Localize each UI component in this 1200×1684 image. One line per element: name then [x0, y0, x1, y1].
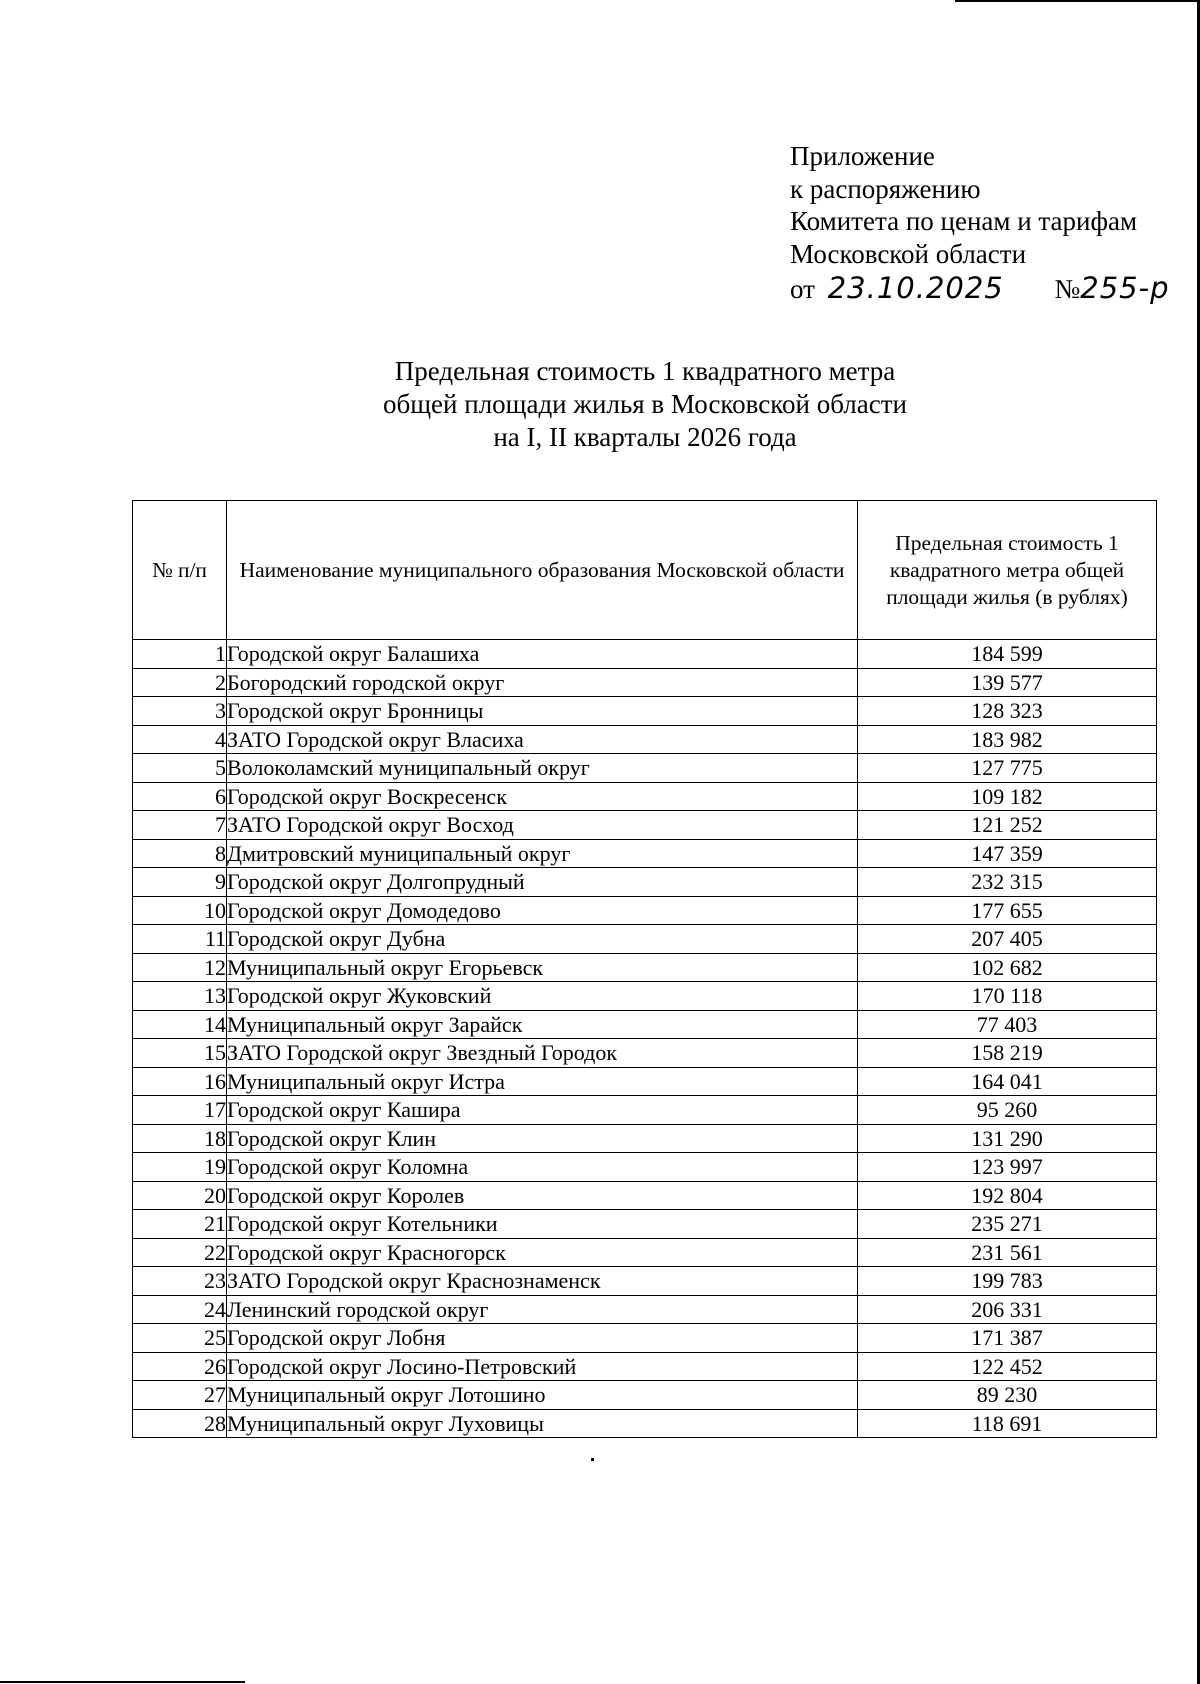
row-price: 102 682 [858, 953, 1157, 982]
appendix-line-3: Комитета по ценам и тарифам [790, 206, 1138, 236]
table-row [133, 1010, 1157, 1039]
row-municipality: Городской округ Кашира [227, 1096, 858, 1125]
document-title [0, 355, 1200, 454]
row-price: 235 271 [858, 1210, 1157, 1239]
table-row [133, 725, 1157, 754]
appendix-date-line [790, 272, 1170, 306]
row-number: 11 [133, 925, 227, 954]
row-number: 16 [133, 1067, 227, 1096]
row-price: 89 230 [858, 1381, 1157, 1410]
table-row [133, 982, 1157, 1011]
table-row [133, 1181, 1157, 1210]
table-row [133, 1409, 1157, 1438]
row-price: 183 982 [858, 725, 1157, 754]
row-price: 77 403 [858, 1010, 1157, 1039]
row-number: 27 [133, 1381, 227, 1410]
appendix-line-2: к распоряжению [790, 173, 981, 204]
row-number: 7 [133, 811, 227, 840]
table-row [133, 1381, 1157, 1410]
row-municipality: Городской округ Долгопрудный [227, 868, 858, 897]
appendix-block [790, 140, 1170, 306]
row-municipality: ЗАТО Городской округ Восход [227, 811, 858, 840]
table-row [133, 1352, 1157, 1381]
row-price: 232 315 [858, 868, 1157, 897]
table-header-row [133, 501, 1157, 640]
row-number: 2 [133, 668, 227, 697]
row-price: 231 561 [858, 1238, 1157, 1267]
row-municipality: Городской округ Красногорск [227, 1238, 858, 1267]
table-row [133, 1153, 1157, 1182]
handwritten-number: 255-р [1080, 271, 1170, 305]
row-municipality: ЗАТО Городской округ Краснознаменск [227, 1267, 858, 1296]
row-municipality: Богородский городской округ [227, 668, 858, 697]
row-number: 6 [133, 782, 227, 811]
table-row [133, 1210, 1157, 1239]
appendix-line-4: Московской области [790, 238, 1027, 269]
row-municipality: ЗАТО Городской округ Власиха [227, 725, 858, 754]
title-line-2: общей площади жилья в Московской области [383, 389, 907, 419]
row-number: 18 [133, 1124, 227, 1153]
price-table [132, 500, 1157, 1438]
scan-edge-top [955, 0, 1200, 2]
scan-speck [591, 1458, 594, 1461]
row-number: 13 [133, 982, 227, 1011]
row-municipality: Муниципальный округ Лотошино [227, 1381, 858, 1410]
row-number: 4 [133, 725, 227, 754]
table-row [133, 1124, 1157, 1153]
row-price: 128 323 [858, 697, 1157, 726]
row-price: 118 691 [858, 1409, 1157, 1438]
row-price: 123 997 [858, 1153, 1157, 1182]
row-municipality: Городской округ Котельники [227, 1210, 858, 1239]
row-municipality: Муниципальный округ Луховицы [227, 1409, 858, 1438]
row-price: 158 219 [858, 1039, 1157, 1068]
row-municipality: Дмитровский муниципальный округ [227, 839, 858, 868]
number-prefix: № [1054, 274, 1081, 304]
row-number: 14 [133, 1010, 227, 1039]
scan-edge-bottom [0, 1681, 245, 1683]
row-price: 177 655 [858, 896, 1157, 925]
row-municipality: Городской округ Домодедово [227, 896, 858, 925]
row-number: 21 [133, 1210, 227, 1239]
row-price: 207 405 [858, 925, 1157, 954]
row-number: 19 [133, 1153, 227, 1182]
row-price: 170 118 [858, 982, 1157, 1011]
row-price: 109 182 [858, 782, 1157, 811]
row-municipality: Городской округ Лосино-Петровский [227, 1352, 858, 1381]
row-number: 17 [133, 1096, 227, 1125]
header-name: Наименование муниципального образования Московской области [227, 501, 858, 640]
table-row [133, 640, 1157, 669]
row-municipality: Ленинский городской округ [227, 1295, 858, 1324]
table-row [133, 1067, 1157, 1096]
table-row [133, 754, 1157, 783]
table-row [133, 1324, 1157, 1353]
row-number: 24 [133, 1295, 227, 1324]
row-number: 3 [133, 697, 227, 726]
table-row [133, 697, 1157, 726]
row-municipality: Волоколамский муниципальный округ [227, 754, 858, 783]
header-num: № п/п [133, 501, 227, 640]
row-municipality: Городской округ Балашиха [227, 640, 858, 669]
row-municipality: Городской округ Клин [227, 1124, 858, 1153]
table-row [133, 1267, 1157, 1296]
table-body [133, 640, 1157, 1438]
table-row [133, 811, 1157, 840]
title-line-1: Предельная стоимость 1 квадратного метра [394, 356, 896, 386]
row-price: 199 783 [858, 1267, 1157, 1296]
row-municipality: Городской округ Лобня [227, 1324, 858, 1353]
row-number: 8 [133, 839, 227, 868]
table-row [133, 1238, 1157, 1267]
row-number: 12 [133, 953, 227, 982]
header-price: Предельная стоимость 1 квадратного метра общей площади жилья (в рублях) [858, 501, 1157, 640]
row-price: 171 387 [858, 1324, 1157, 1353]
row-price: 164 041 [858, 1067, 1157, 1096]
title-line-3: на I, II кварталы 2026 года [493, 422, 797, 452]
row-municipality: Городской округ Коломна [227, 1153, 858, 1182]
table-row [133, 953, 1157, 982]
row-municipality: Городской округ Воскресенск [227, 782, 858, 811]
row-number: 25 [133, 1324, 227, 1353]
row-price: 127 775 [858, 754, 1157, 783]
table-row [133, 839, 1157, 868]
row-number: 23 [133, 1267, 227, 1296]
handwritten-date: 23.10.2025 [827, 271, 1004, 305]
table-row [133, 1096, 1157, 1125]
row-number: 20 [133, 1181, 227, 1210]
row-municipality: Городской округ Жуковский [227, 982, 858, 1011]
table-row [133, 782, 1157, 811]
date-prefix: от [790, 274, 815, 304]
table-row [133, 868, 1157, 897]
row-municipality: Городской округ Дубна [227, 925, 858, 954]
row-price: 121 252 [858, 811, 1157, 840]
row-municipality: Муниципальный округ Егорьевск [227, 953, 858, 982]
row-number: 10 [133, 896, 227, 925]
row-number: 22 [133, 1238, 227, 1267]
row-price: 192 804 [858, 1181, 1157, 1210]
row-number: 28 [133, 1409, 227, 1438]
row-number: 5 [133, 754, 227, 783]
row-price: 206 331 [858, 1295, 1157, 1324]
row-price: 184 599 [858, 640, 1157, 669]
row-price: 147 359 [858, 839, 1157, 868]
table-row [133, 1295, 1157, 1324]
table-row [133, 896, 1157, 925]
table-row [133, 1039, 1157, 1068]
row-number: 9 [133, 868, 227, 897]
table-row [133, 668, 1157, 697]
row-municipality: ЗАТО Городской округ Звездный Городок [227, 1039, 858, 1068]
row-price: 122 452 [858, 1352, 1157, 1381]
row-municipality: Городской округ Бронницы [227, 697, 858, 726]
table-row [133, 925, 1157, 954]
row-number: 15 [133, 1039, 227, 1068]
row-price: 95 260 [858, 1096, 1157, 1125]
row-number: 26 [133, 1352, 227, 1381]
row-price: 131 290 [858, 1124, 1157, 1153]
appendix-line-1: Приложение [790, 141, 935, 171]
row-municipality: Муниципальный округ Истра [227, 1067, 858, 1096]
row-municipality: Муниципальный округ Зарайск [227, 1010, 858, 1039]
row-price: 139 577 [858, 668, 1157, 697]
row-number: 1 [133, 640, 227, 669]
row-municipality: Городской округ Королев [227, 1181, 858, 1210]
